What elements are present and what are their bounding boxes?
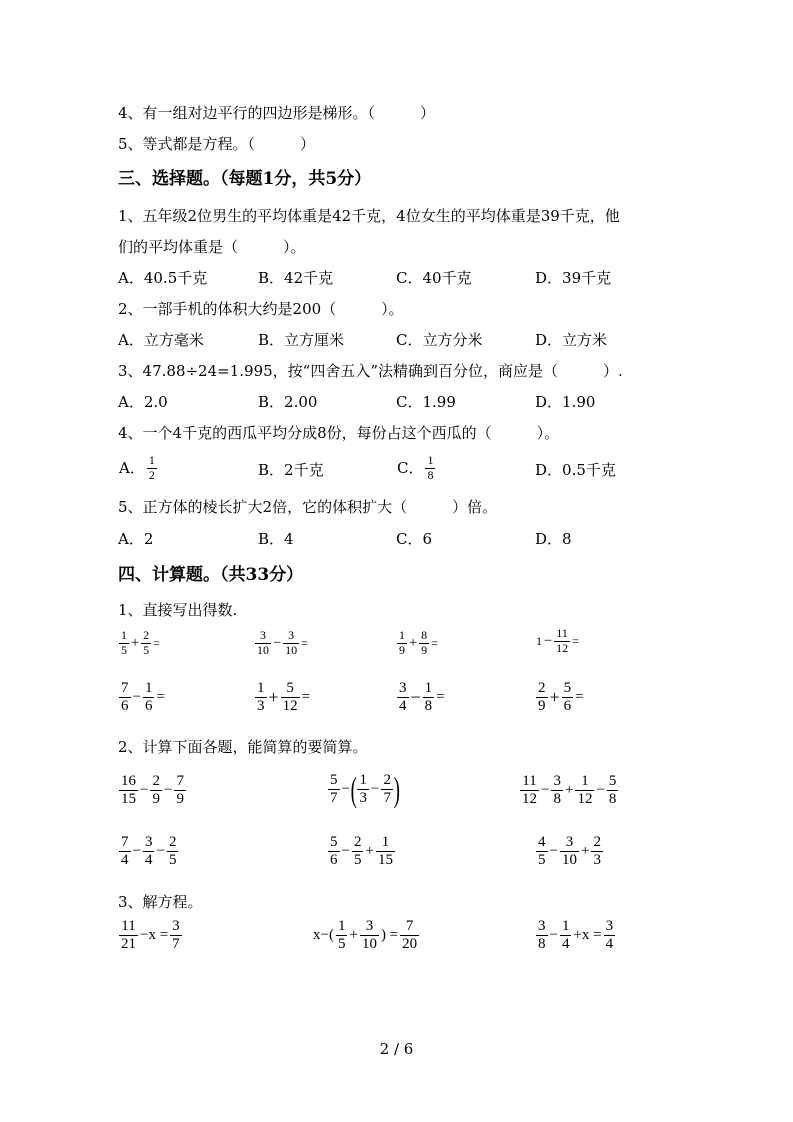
numerator: 1 — [424, 680, 433, 696]
denominator: 8 — [424, 698, 433, 715]
fraction — [562, 680, 574, 716]
numerator: 2 — [168, 834, 177, 850]
denominator: 8 — [608, 791, 617, 808]
denominator: 7 — [383, 790, 391, 807]
direct-item-1 — [118, 629, 161, 658]
equals-sign: = — [153, 635, 160, 650]
numerator: 2 — [152, 773, 160, 789]
q1-option-a: A．40.5千克 — [118, 269, 208, 287]
numerator: 1 — [359, 772, 367, 788]
q4-option-a — [118, 454, 158, 483]
denominator: 5 — [121, 642, 127, 657]
numerator: 1 — [121, 628, 127, 642]
numerator: 3 — [399, 680, 407, 696]
q4-option-c-numerator: 1 — [427, 453, 434, 467]
q4-option-c-letter: C． — [397, 459, 424, 478]
operator: + — [268, 687, 279, 708]
calc-expr-1 — [118, 773, 187, 809]
denominator: 3 — [593, 852, 601, 869]
fraction — [255, 629, 271, 658]
fraction — [607, 773, 619, 809]
q1-option-b: B．42千克 — [258, 269, 334, 287]
fraction — [397, 629, 407, 658]
numerator: 8 — [421, 628, 428, 642]
operator: − — [341, 843, 350, 860]
q4-option-b: B．2千克 — [258, 461, 324, 479]
denominator: 4 — [121, 852, 129, 869]
calc-expr-4 — [118, 834, 179, 870]
denominator: 7 — [330, 790, 338, 807]
q5-option-c: C．6 — [396, 530, 433, 548]
fraction — [143, 680, 155, 716]
q5-text: 5、正方体的棱长扩大2倍，它的体积扩大（ ）倍。 — [118, 498, 498, 516]
numerator: 3 — [605, 918, 614, 934]
equals-sign: = — [436, 689, 445, 706]
denominator: 12 — [522, 791, 537, 808]
fraction — [119, 680, 131, 716]
denominator: 15 — [377, 852, 393, 869]
direct-item-7 — [396, 680, 446, 716]
numerator: 1 — [399, 628, 405, 642]
page-number: 2 / 6 — [379, 1040, 414, 1058]
operator: − — [541, 782, 550, 799]
equation-3 — [535, 918, 616, 954]
numerator: 2 — [538, 680, 546, 696]
fraction — [119, 918, 138, 954]
denominator: 10 — [361, 936, 377, 953]
denominator: 9 — [176, 791, 184, 808]
equals-sign: = — [575, 689, 584, 706]
q4-option-a-letter: A． — [119, 459, 145, 478]
denominator: 3 — [359, 790, 367, 807]
calc-expr-5 — [327, 834, 396, 870]
numerator: 7 — [121, 680, 129, 696]
numerator: 1 — [561, 918, 570, 934]
numerator: 2 — [593, 834, 601, 850]
direct-item-8 — [535, 680, 585, 716]
q4-option-c-denominator: 8 — [427, 467, 434, 482]
direct-item-3 — [396, 629, 439, 658]
denominator: 5 — [538, 852, 546, 869]
denominator: 12 — [282, 698, 298, 715]
fraction — [328, 772, 340, 808]
denominator: 20 — [402, 936, 418, 953]
equals-sign: = — [431, 635, 438, 650]
q2-option-c: C．立方分米 — [396, 331, 483, 349]
numerator: 2 — [143, 628, 150, 642]
q1-option-d: D．39千克 — [535, 269, 612, 287]
q1-line1: 1、五年级2位男生的平均体重是42千克，4位女生的平均体重是39千克，他 — [118, 207, 620, 225]
fraction — [551, 773, 563, 809]
numerator: 2 — [383, 772, 391, 788]
operator: − — [544, 632, 553, 649]
equation-middle: ) = — [380, 927, 399, 944]
fraction — [381, 772, 393, 808]
denominator: 3 — [257, 698, 265, 715]
equation-2 — [312, 918, 420, 954]
fraction — [560, 918, 572, 954]
fraction — [536, 680, 548, 716]
denominator: 5 — [353, 852, 362, 869]
q5-option-b: B．4 — [258, 530, 294, 548]
numerator: 5 — [563, 680, 572, 696]
operator: + — [409, 634, 418, 651]
fraction — [400, 918, 419, 954]
q4-text: 4、一个4千克的西瓜平均分成8份，每份占这个西瓜的（ ）。 — [118, 424, 560, 442]
numerator: 7 — [121, 834, 129, 850]
numerator: 16 — [121, 773, 136, 789]
numerator: 3 — [365, 918, 374, 934]
equals-sign: = — [301, 635, 308, 650]
q3-text: 3、47.88÷24=1.995，按“四舍五入”法精确到百分位，商应是（ ）. — [118, 362, 623, 380]
numerator: 7 — [405, 918, 414, 934]
whole-number: 1 — [536, 633, 542, 648]
denominator: 12 — [556, 640, 569, 655]
fraction — [336, 918, 348, 954]
fraction — [560, 834, 579, 870]
fraction — [283, 629, 299, 658]
q4-option-a-numerator: 1 — [148, 453, 155, 467]
calc-sub1-title: 1、直接写出得数. — [118, 601, 238, 619]
denominator: 6 — [144, 698, 153, 715]
operator: + — [564, 782, 574, 799]
calc-sub2-title: 2、计算下面各题，能简算的要简算。 — [118, 738, 368, 756]
fraction — [357, 772, 369, 808]
denominator: 8 — [553, 791, 561, 808]
q2-option-a: A．立方毫米 — [118, 331, 204, 349]
numerator: 1 — [381, 834, 390, 850]
q3-option-d: D．1.90 — [535, 393, 596, 411]
denominator: 5 — [168, 852, 177, 869]
denominator: 10 — [285, 642, 298, 657]
denominator: 6 — [330, 852, 338, 869]
operator: − — [341, 781, 350, 798]
q1-option-c: C．40千克 — [396, 269, 472, 287]
calc-expr-3 — [519, 773, 619, 809]
q5-option-a: A．2 — [118, 530, 154, 548]
direct-item-5 — [118, 680, 166, 716]
denominator: 6 — [121, 698, 129, 715]
calc-sub3-title: 3、解方程。 — [118, 893, 203, 911]
q4-option-d: D．0.5千克 — [535, 461, 616, 479]
q4-option-a-denominator: 2 — [148, 467, 155, 482]
fraction — [119, 629, 129, 658]
operator: − — [596, 782, 605, 799]
operator: − — [140, 782, 149, 799]
q4-option-c — [396, 454, 436, 483]
left-parenthesis: ( — [350, 770, 357, 809]
operator: − — [132, 843, 141, 860]
q5-option-d: D．8 — [535, 530, 572, 548]
direct-item-4 — [535, 627, 580, 656]
numerator: 3 — [553, 773, 561, 789]
fraction — [604, 918, 616, 954]
fraction — [255, 680, 267, 716]
denominator: 5 — [337, 936, 346, 953]
fraction — [328, 834, 340, 870]
equals-sign: = — [156, 689, 165, 706]
numerator: 3 — [144, 834, 153, 850]
direct-item-2 — [254, 629, 309, 658]
numerator: 3 — [172, 918, 180, 934]
q4-option-a-fraction — [147, 454, 157, 483]
direct-item-6 — [254, 680, 311, 716]
q3-option-c: C．1.99 — [396, 393, 456, 411]
operator: − — [549, 843, 558, 860]
section-3-title: 三、选择题。（每题1分，共5分） — [118, 169, 372, 189]
judgement-item-4: 4、有一组对边平行的四边形是梯形。（ ） — [118, 104, 436, 122]
denominator: 4 — [561, 936, 570, 953]
numerator: 3 — [260, 628, 266, 642]
denominator: 9 — [421, 642, 428, 657]
fraction — [554, 627, 570, 656]
denominator: 7 — [172, 936, 180, 953]
fraction — [174, 773, 186, 809]
equals-sign: = — [572, 633, 579, 648]
q3-option-a: A．2.0 — [118, 393, 168, 411]
equation-1 — [118, 918, 183, 954]
numerator: 5 — [330, 772, 338, 788]
denominator: 8 — [538, 936, 546, 953]
fraction — [141, 629, 151, 658]
numerator: 3 — [538, 918, 546, 934]
operator: − — [549, 927, 558, 944]
fraction — [170, 918, 182, 954]
fraction — [167, 834, 179, 870]
calc-expr-2 — [327, 772, 399, 808]
q2-text: 2、一部手机的体积大约是200（ ）。 — [118, 300, 404, 318]
section-4-title: 四、计算题。（共33分） — [118, 565, 304, 585]
equation-start: x−( — [313, 927, 334, 944]
fraction — [150, 773, 162, 809]
fraction — [119, 773, 138, 809]
denominator: 10 — [561, 852, 577, 869]
fraction — [536, 834, 548, 870]
fraction — [419, 629, 429, 658]
fraction — [520, 773, 539, 809]
operator: + — [365, 843, 374, 860]
denominator: 9 — [538, 698, 546, 715]
numerator: 11 — [556, 626, 568, 640]
fraction — [575, 773, 594, 809]
fraction — [591, 834, 603, 870]
operator: − — [370, 781, 380, 798]
numerator: 4 — [538, 834, 546, 850]
denominator: 4 — [399, 698, 407, 715]
operator: + — [549, 687, 560, 708]
fraction — [360, 918, 379, 954]
fraction — [376, 834, 395, 870]
equation-middle: +x = — [573, 927, 602, 944]
q4-option-c-fraction — [425, 454, 435, 483]
numerator: 1 — [581, 773, 589, 789]
numerator: 11 — [121, 918, 136, 934]
numerator: 3 — [565, 834, 574, 850]
numerator: 3 — [288, 628, 295, 642]
fraction — [119, 834, 131, 870]
denominator: 10 — [257, 642, 269, 657]
numerator: 11 — [522, 773, 537, 789]
numerator: 2 — [353, 834, 362, 850]
fraction — [423, 680, 435, 716]
numerator: 1 — [144, 680, 153, 696]
denominator: 21 — [121, 936, 136, 953]
operator: + — [349, 927, 358, 944]
operator: − — [273, 634, 282, 651]
operator: + — [131, 634, 140, 651]
denominator: 12 — [577, 791, 593, 808]
equals-sign: = — [301, 689, 311, 706]
fraction — [281, 680, 300, 716]
denominator: 5 — [143, 642, 150, 657]
operator: − — [132, 689, 141, 706]
denominator: 4 — [144, 852, 153, 869]
fraction — [536, 918, 548, 954]
operator: − — [163, 782, 173, 799]
equation-middle: −x = — [140, 927, 169, 944]
denominator: 4 — [605, 936, 614, 953]
operator: + — [580, 843, 590, 860]
q1-line2: 们的平均体重是（ ）。 — [118, 238, 306, 256]
numerator: 5 — [330, 834, 338, 850]
judgement-item-5: 5、等式都是方程。（ ） — [118, 135, 316, 153]
q2-option-d: D．立方米 — [535, 331, 608, 349]
operator: − — [156, 843, 165, 860]
fraction — [397, 680, 409, 716]
right-parenthesis: ) — [393, 770, 400, 809]
denominator: 6 — [563, 698, 572, 715]
denominator: 15 — [121, 791, 136, 808]
fraction — [143, 834, 155, 870]
q2-option-b: B．立方厘米 — [258, 331, 345, 349]
numerator: 1 — [337, 918, 346, 934]
denominator: 9 — [152, 791, 160, 808]
numerator: 7 — [176, 773, 184, 789]
operator: − — [410, 687, 421, 708]
fraction — [352, 834, 364, 870]
numerator: 5 — [608, 773, 617, 789]
calc-expr-6 — [535, 834, 604, 870]
numerator: 1 — [257, 680, 265, 696]
denominator: 9 — [399, 642, 405, 657]
q3-option-b: B．2.00 — [258, 393, 318, 411]
numerator: 5 — [286, 680, 294, 696]
